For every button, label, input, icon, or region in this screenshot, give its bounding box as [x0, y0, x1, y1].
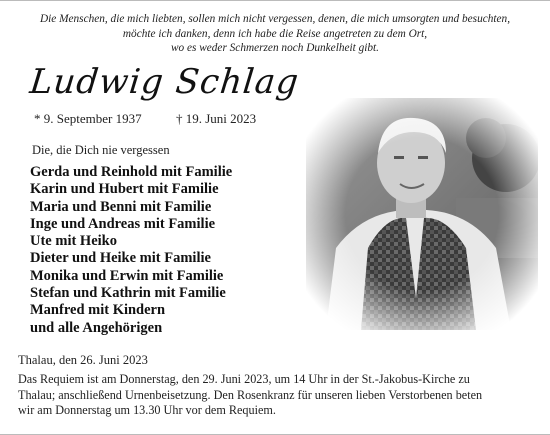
mourner-entry: Maria und Benni mit Familie [30, 198, 212, 215]
quote-line: Die Menschen, die mich liebten, sollen mich nicht vergessen, denen, die mich umsorgten und besuchten, [39, 13, 511, 25]
portrait-photo [306, 98, 538, 330]
top-rule [0, 0, 550, 1]
mourner-entry: Ute mit Heiko [30, 233, 117, 250]
deceased-name: Ludwig Schlag [27, 62, 302, 102]
mourner-entry: Monika und Erwin mit Familie [30, 267, 224, 284]
mourner-entry: Karin und Hubert mit Familie [30, 181, 219, 198]
place-and-date: Thalau, den 26. Juni 2023 [18, 353, 148, 367]
requiem-line: Das Requiem ist am Donnerstag, den 29. Juni 2023, um 14 Uhr in der St.-Jakobus-Kirche zu [18, 372, 470, 386]
mourner-entry: Gerda und Reinhold mit Familie [30, 164, 233, 180]
mourners-list [30, 164, 300, 337]
mourner-entry: und alle Angehörigen [30, 319, 163, 336]
mourner-entry: Stefan und Kathrin mit Familie [30, 285, 226, 302]
quote-line: wo es weder Schmerzen noch Dunkelheit gibt. [170, 42, 379, 54]
mourner-entry: Inge und Andreas mit Familie [30, 215, 216, 232]
requiem-info [18, 372, 538, 419]
death-date: † 19. Juni 2023 [176, 111, 257, 126]
mourners-intro: Die, die Dich nie vergessen [32, 143, 170, 157]
memorial-quote [10, 12, 540, 56]
mourner-entry: Manfred mit Kindern [30, 302, 166, 319]
requiem-line: Thalau; anschließend Urnenbeisetzung. Den Rosenkranz für unseren lieben Verstorbenen beten [18, 387, 483, 402]
birth-date: * 9. September 1937 [34, 111, 142, 126]
quote-line: möchte ich danken, denn ich habe die Reise angetreten zu dem Ort, [122, 27, 428, 40]
requiem-line: wir am Donnerstag um 13.30 Uhr vor dem Requiem. [18, 403, 276, 417]
mourner-entry: Dieter und Heike mit Familie [30, 250, 211, 267]
